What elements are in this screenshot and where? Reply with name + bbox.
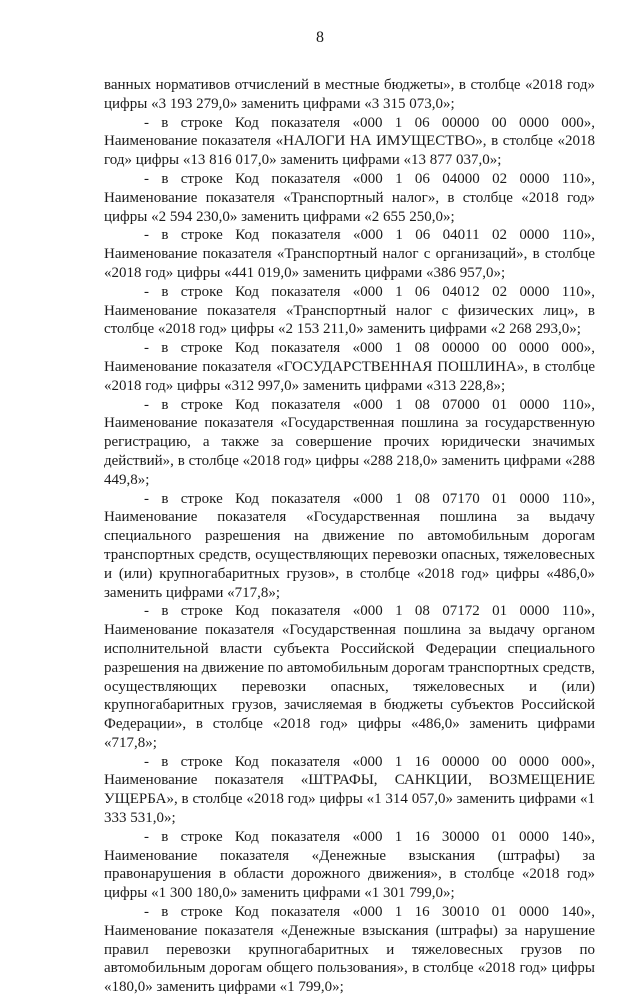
paragraph-state-duty-registration: - в строке Код показателя «000 1 08 07000 01 0000 110», Наименование показателя «Государственная пошлина за государственную регистрацию, а также за совершение прочих юридически значимых действий», в столбце «2018 год» цифры «288 218,0» заменить цифрами «288 449,8»; <box>104 396 595 488</box>
paragraph-traffic-fines: - в строке Код показателя «000 1 16 30000 01 0000 140», Наименование показателя «Денежные взыскания (штрафы) за правонарушения в области дорожного движения», в столбце «2018 год» цифры «1 300 180,0» заменить цифрами «1 301 799,0»; <box>104 828 595 902</box>
document-body <box>104 76 595 997</box>
page-number: 8 <box>316 29 324 46</box>
paragraph-transport-tax-individuals: - в строке Код показателя «000 1 06 04012 02 0000 110», Наименование показателя «Транспортный налог с физических лиц», в столбце «2018 год» цифры «2 153 211,0» заменить цифрами «2 268 293,0»; <box>104 283 595 338</box>
paragraph-state-duty-special-permit: - в строке Код показателя «000 1 08 07170 01 0000 110», Наименование показателя «Государственная пошлина за выдачу специального разрешения на движение по автомобильным дорогам транспортных средств, осуществляющих перевозки опасных, тяжеловесных и (или) крупногабаритных грузов», в столбце «2018 год» цифры «486,0» заменить цифрами «717,8»; <box>104 490 595 601</box>
paragraph-continuation: ванных нормативов отчислений в местные бюджеты», в столбце «2018 год» цифры «3 193 279,0» заменить цифрами «3 315 073,0»; <box>104 77 595 112</box>
paragraph-state-duty: - в строке Код показателя «000 1 08 00000 00 0000 000», Наименование показателя «ГОСУДАРСТВЕННАЯ ПОШЛИНА», в столбце «2018 год» цифры «312 997,0» заменить цифрами «313 228,8»; <box>104 340 595 394</box>
paragraph-state-duty-regional-permit: - в строке Код показателя «000 1 08 07172 01 0000 110», Наименование показателя «Государственная пошлина за выдачу органом исполнительной власти субъекта Российской Федерации специального разрешения на движение по автомобильным дорогам транспортных средств, осуществляющих перевозки опасных, тяжеловесных и (или) крупногабаритных грузов, зачисляемая в бюджеты субъектов Российской Федерации», в столбце «2018 год» цифры «486,0» заменить цифрами «717,8»; <box>104 603 595 751</box>
paragraph-heavy-cargo-fines: - в строке Код показателя «000 1 16 30010 01 0000 140», Наименование показателя «Денежные взыскания (штрафы) за нарушение правил перевозки крупногабаритных и тяжеловесных грузов по автомобильным дорогам общего пользования», в столбце «2018 год» цифры «180,0» заменить цифрами «1 799,0»; <box>104 904 595 996</box>
paragraph-fines-sanctions: - в строке Код показателя «000 1 16 00000 00 0000 000», Наименование показателя «ШТРАФЫ, САНКЦИИ, ВОЗМЕЩЕНИЕ УЩЕРБА», в столбце «2018 год» цифры «1 314 057,0» заменить цифрами «1 333 531,0»; <box>104 753 595 827</box>
paragraph-property-taxes: - в строке Код показателя «000 1 06 00000 00 0000 000», Наименование показателя «НАЛОГИ НА ИМУЩЕСТВО», в столбце «2018 год» цифры «13 816 017,0» заменить цифрами «13 877 037,0»; <box>104 114 595 169</box>
paragraph-transport-tax: - в строке Код показателя «000 1 06 04000 02 0000 110», Наименование показателя «Транспортный налог», в столбце «2018 год» цифры «2 594 230,0» заменить цифрами «2 655 250,0»; <box>104 170 595 225</box>
paragraph-transport-tax-organizations: - в строке Код показателя «000 1 06 04011 02 0000 110», Наименование показателя «Транспортный налог с организаций», в столбце «2018 год» цифры «441 019,0» заменить цифрами «386 957,0»; <box>104 227 595 281</box>
